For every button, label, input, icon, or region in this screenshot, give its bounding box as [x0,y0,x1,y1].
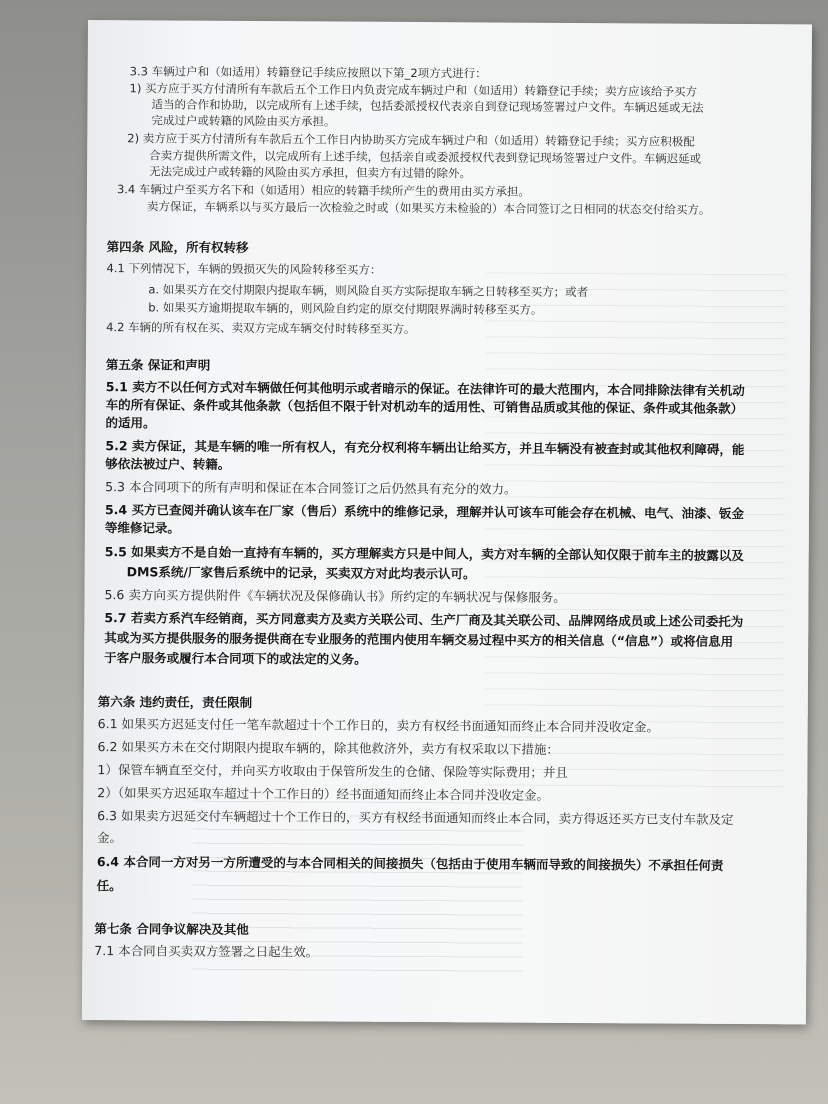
clause-text: 其或为买方提供服务的服务提供商在专业服务的范围内使用车辆交易过程中买方的相关信息（“信息”）或将信息用 [104,630,734,649]
clause-6-2-1: 1）保管车辆直至交付，并向买方收取由于保管所发生的仓储、保险等实际费用；并且 [97,762,568,780]
clause-5-7: 5.7 若卖方系汽车经销商，买方同意卖方及卖方关联公司、生产厂商及其关联公司、品牌网络成员或上述公司委托为 [104,610,744,630]
clause-4-2: 4.2 车辆的所有权在买、卖双方完成车辆交付时转移至买方。 [106,320,416,337]
clause-text: 无法完成过户或转籍的风险由买方承担，但卖方有过错的除外。 [149,164,472,181]
clause-text: 金。 [96,830,123,846]
clause-text: 于客户服务或履行本合同项下的或法定的义务。 [104,650,367,667]
clause-text: 够依法被过户、转籍。 [105,456,231,472]
clause-5-1: 5.1 卖方不以任何方式对车辆做任何其他明示或者暗示的保证。在法律许可的最大范围内，本合同排除法律有关机动 [105,379,745,399]
clause-text: 的适用。 [105,415,156,431]
bleed-through-text [483,272,786,794]
clause-4-1: 4.1 下列情况下，车辆的毁损灭失的风险转移至买方： [106,261,382,277]
clause-text: 合卖方提供所需文件，以完成所有上述手续，包括亲自或委派授权代表到登记现场签署过户文件。车辆迟延或 [149,148,702,166]
contract-page [94,64,808,960]
clause-6-2-2: 2）（如果买方迟延取车超过十个工作日的）经书面通知而终止本合同并没收定金。 [97,785,550,803]
clause-7-1: 7.1 本合同自买卖双方签署之日起生效。 [94,943,319,960]
clause-3-3-2: 2) 卖方应于买方付清所有车款后五个工作日内协助买方完成车辆过户和（如适用）转籍登记手续；买方应积极配 [127,131,695,149]
article-4-heading: 第四条 风险，所有权转移 [106,239,249,255]
clause-6-4: 6.4 本合同一方对另一方所遭受的与本合同相关的间接损失（包括由于使用车辆而导致的间接损失）不承担任何责 [96,854,724,873]
clause-6-3: 6.3 如果卖方迟延交付车辆超过十个工作日的，买方有权经书面通知而终止本合同，卖方得返还买方已支付车款及定 [97,808,734,827]
clause-3-3: 3.3 车辆过户和（如适用）转籍登记手续应按照以下第_2项方式进行： [129,64,487,81]
clause-text: 等维修记录。 [104,520,180,536]
clause-3-4: 3.4 车辆过户至买方名下和（如适用）相应的转籍手续所产生的费用由买方承担。 [116,182,530,199]
paper-sheet [82,20,812,1024]
clause-6-2: 6.2 如果买方未在交付期限内提取车辆的，除其他救济外，卖方有权采取以下措施： [97,739,559,757]
article-6-heading: 第六条 违约责任，责任限制 [97,694,253,711]
article-5-heading: 第五条 保证和声明 [105,357,211,373]
clause-text: 卖方保证，车辆系以与买方最后一次检验之时或（如果买方未检验的）本合同签订之日相同的状态交付给买方。 [146,199,711,217]
clause-text: DMS系统/厂家售后系统中的记录，买卖双方对此均表示认可。 [126,564,476,582]
clause-text: 完成过户或转籍的风险由买方承担。 [151,113,336,129]
clause-4-1-b: b. 如果买方逾期提取车辆的，则风险自约定的原交付期限界满时转移至买方。 [148,300,543,317]
clause-6-1: 6.1 如果买方迟延支付任一笔车款超过十个工作日的，卖方有权经书面通知而终止本合同并没收定金。 [97,716,660,735]
clause-5-5: 5.5 如果卖方不是自始一直持有车辆的，买方理解卖方只是中间人，卖方对车辆的全部认知仅限于前车主的披露以及 [104,544,744,564]
clause-text: 任。 [96,878,122,894]
clause-3-3-1: 1) 买方应于买方付清所有车款后五个工作日内负责完成车辆过户和（如适用）转籍登记手续；卖方应该给予买方 [129,81,698,99]
clause-5-3: 5.3 本合同项下的所有声明和保证在本合同签订之后仍然具有充分的效力。 [105,479,517,497]
clause-4-1-a: a. 如果买方在交付期限内提取车辆，则风险自买方实际提取车辆之日转移至买方；或者 [148,282,589,300]
clause-5-4: 5.4 买方已查阅并确认该车在厂家（售后）系统中的维修记录，理解并认可该车可能会存在机械、电气、油漆、钣金 [104,502,745,522]
clause-text: 车的所有保证、条件或其他条款（包括但不限于针对机动车的适用性、可销售品质或其他的保证、条件或其他条款） [105,397,744,417]
clause-text: 适当的合作和协助，以完成所有上述手续，包括委派授权代表亲自到登记现场签署过户文件。车辆迟延或无法 [151,97,704,115]
clause-5-6: 5.6 卖方向买方提供附件《车辆状况及保修确认书》所约定的车辆状况与保修服务。 [104,587,566,605]
article-7-heading: 第七条 合同争议解决及其他 [94,921,249,937]
clause-5-2: 5.2 卖方保证，其是车辆的唯一所有权人，有充分权利将车辆出让给买方，并且车辆没有被查封或其他权利障碍，能 [105,438,745,458]
